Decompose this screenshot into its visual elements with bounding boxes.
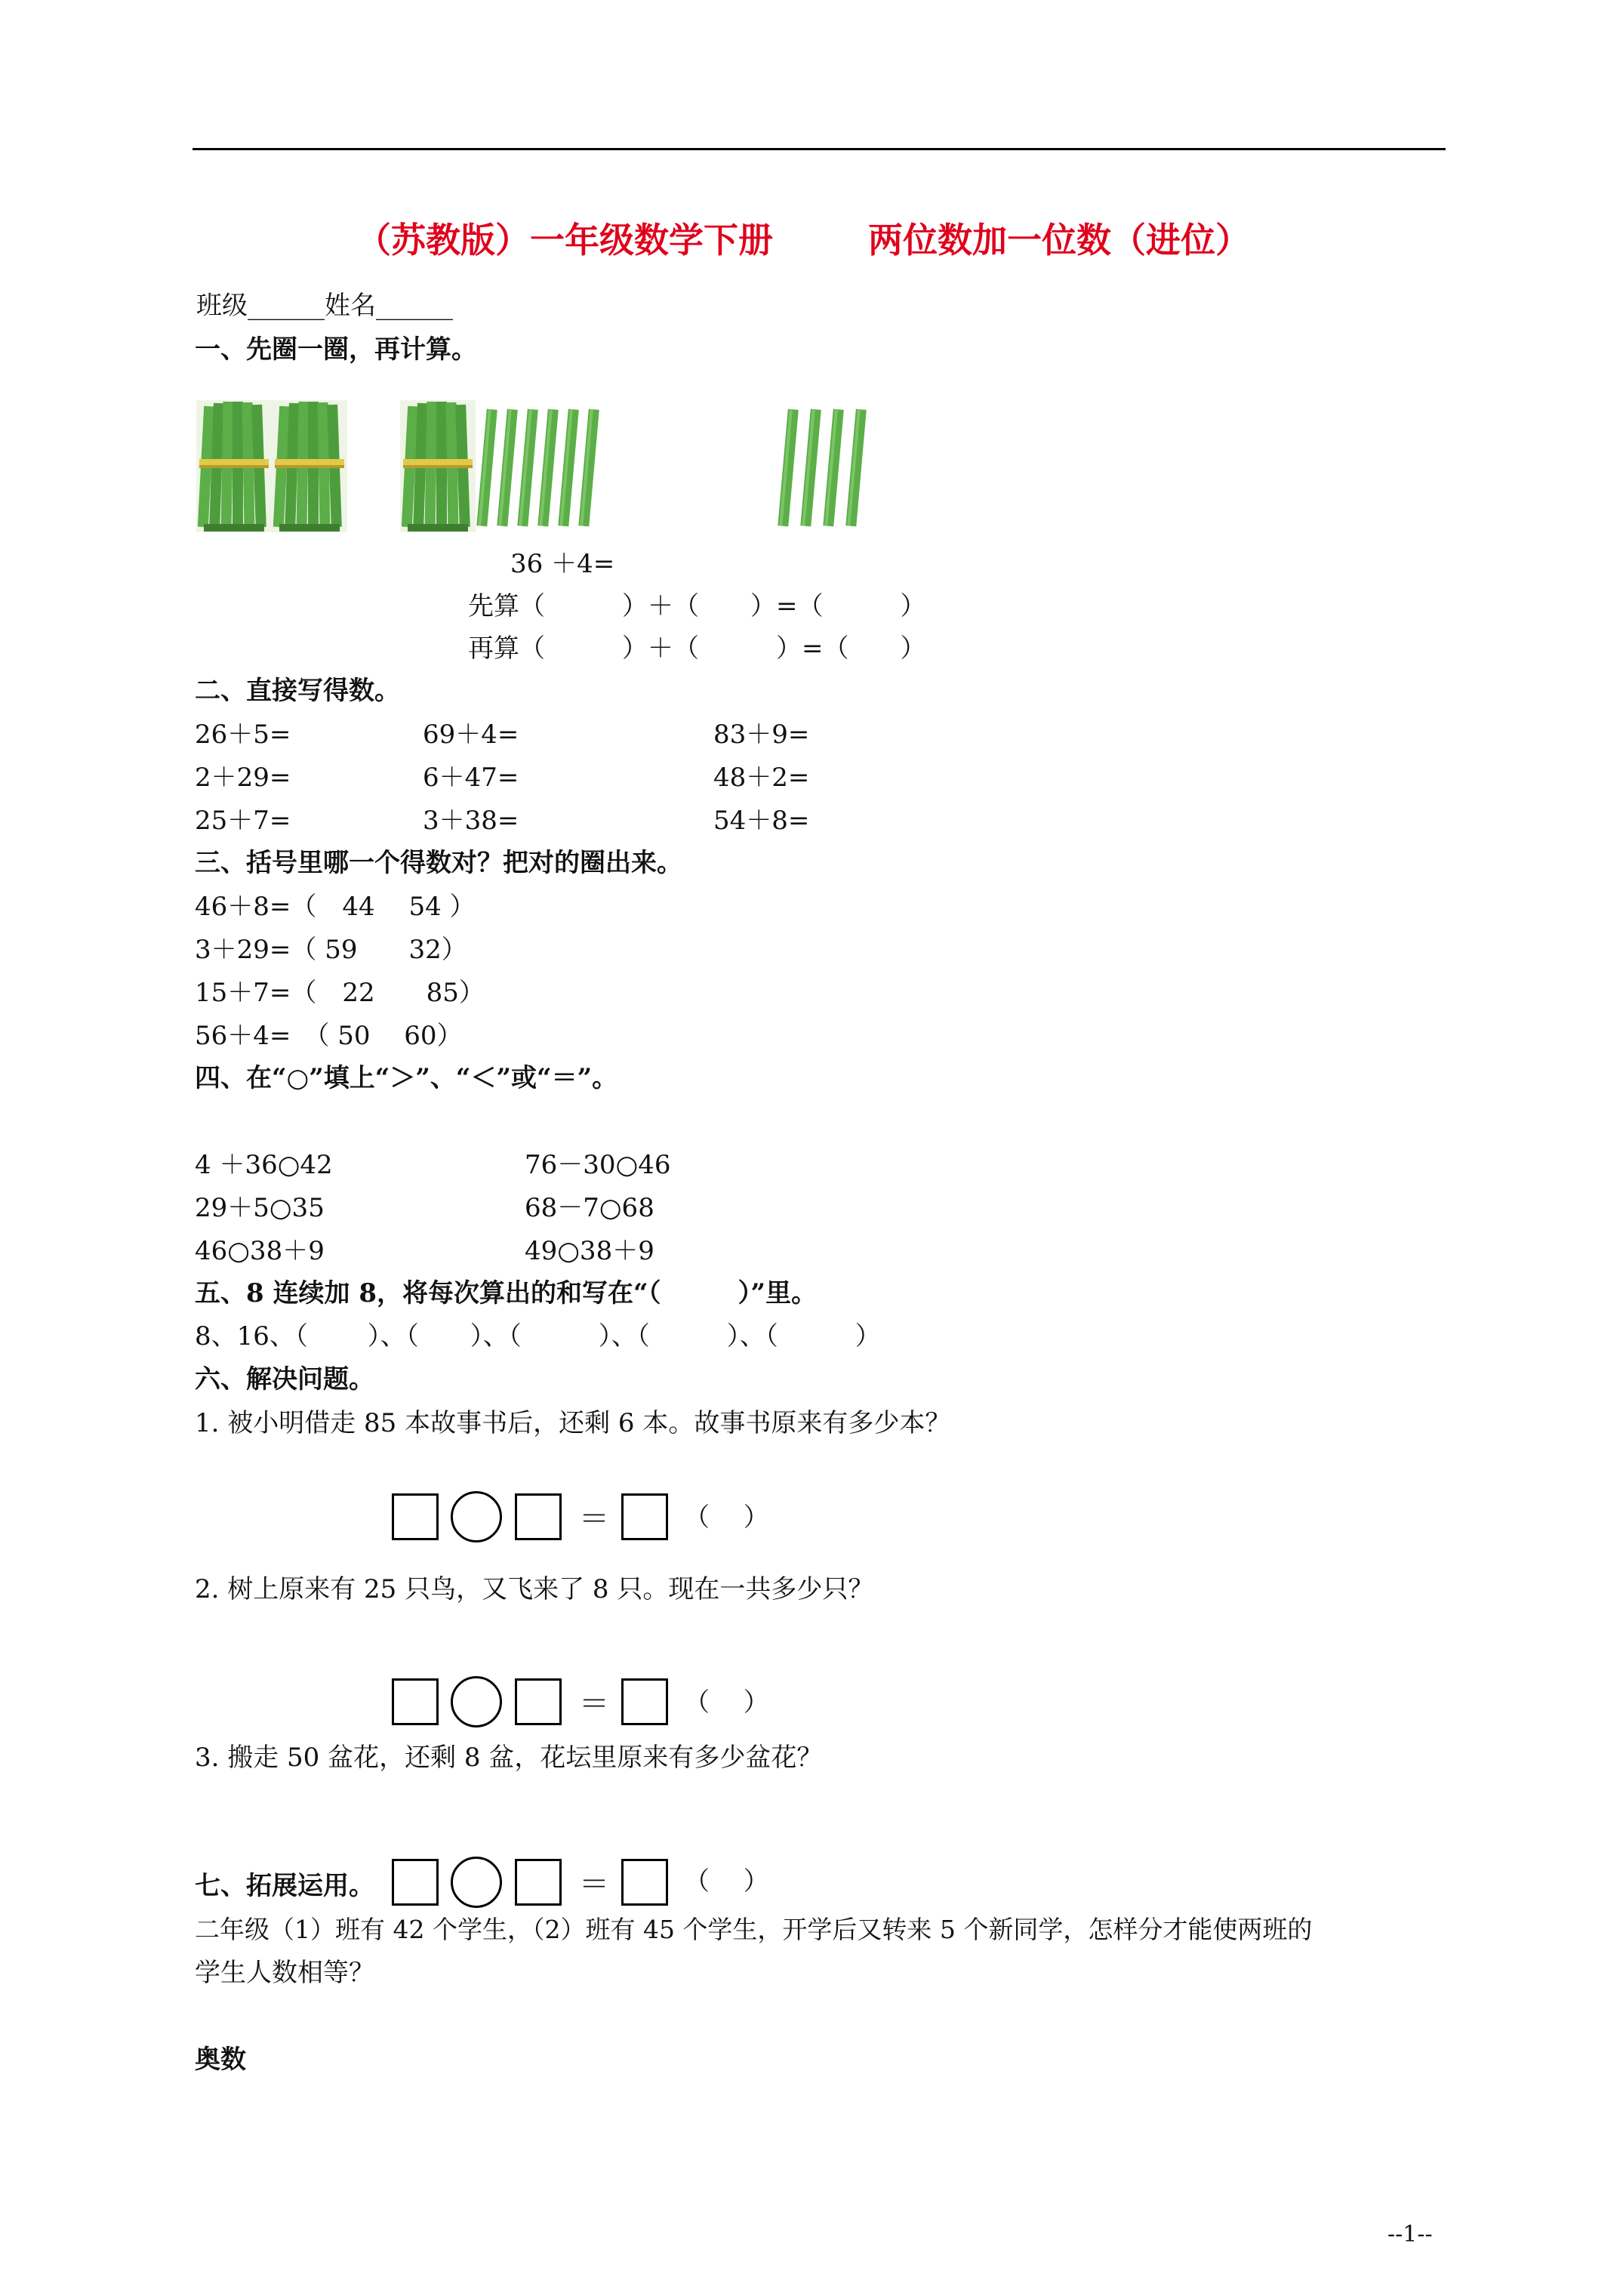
answer-box[interactable] [392,1493,439,1540]
s3-item: 46＋8=（ 44 54 ） [195,892,476,922]
s3-item: 15＋7=（ 22 85） [195,978,485,1008]
stick-bundle [400,400,476,532]
single-stick [558,409,578,527]
stick-bundle [272,400,347,532]
s2-item: 26＋5= [195,720,291,750]
unit-paren: （ ） [684,1866,769,1897]
s4-item: 49○38＋9 [525,1236,654,1266]
s4-item: 68－7○68 [525,1193,654,1223]
answer-box[interactable] [515,1493,562,1540]
unit-paren: （ ） [684,1502,769,1533]
s2-item: 25＋7= [195,806,291,836]
single-stick [537,409,558,527]
s2-item: 83＋9= [713,720,810,750]
section4-heading: 四、在“○”填上“＞”、“＜”或“＝”。 [195,1063,618,1093]
s2-item: 48＋2= [713,763,810,793]
answer-box[interactable] [392,1859,439,1906]
section7-heading: 七、拓展运用。 [195,1871,374,1901]
problem-3: 3. 搬走 50 盆花，还剩 8 盆，花坛里原来有多少盆花？ [195,1743,823,1773]
section2-heading: 二、直接写得数。 [195,676,400,706]
s1-step2: 再算（ ）＋（ ）=（ ） [468,633,926,664]
unit-paren: （ ） [684,1687,769,1718]
s1-equation: 36 ＋4= [510,549,615,579]
s2-item: 6＋47= [423,763,519,793]
top-rule [192,148,1446,150]
s4-item: 76－30○46 [525,1150,671,1180]
title-part1: （苏教版）一年级数学下册 [356,220,773,260]
s3-item: 56＋4= （ 50 60） [195,1021,463,1051]
answer-box[interactable] [621,1493,668,1540]
single-stick [800,409,821,527]
s7-line1: 二年级（1）班有 42 个学生，（2）班有 45 个学生，开学后又转来 5 个新同学，怎样分才能使两班的 [195,1915,1313,1944]
operator-circle[interactable] [451,1676,502,1727]
stick-bundle [196,400,272,532]
single-stick [845,409,866,527]
s4-item: 4 ＋36○42 [195,1150,333,1180]
title-part2: 两位数加一位数（进位） [868,220,1250,260]
s4-item: 46○38＋9 [195,1236,325,1266]
problem-2: 2. 树上原来有 25 只鸟，又飞来了 8 只。现在一共多少只？ [195,1574,874,1604]
s2-item: 2＋29= [195,763,291,793]
operator-circle[interactable] [451,1491,502,1542]
section1-heading: 一、先圈一圈，再计算。 [195,334,477,365]
s3-item: 3＋29=（ 59 32） [195,935,467,965]
section5-heading: 五、8 连续加 8，将每次算出的和写在“（ ）”里。 [195,1278,818,1308]
olympiad-heading: 奥数 [195,2045,246,2075]
single-stick [476,409,497,527]
operator-circle[interactable] [451,1857,502,1908]
single-stick [517,409,537,527]
single-stick [497,409,517,527]
s7-line2: 学生人数相等？ [195,1958,374,1988]
single-stick [778,409,798,527]
s2-item: 69＋4= [423,720,519,750]
single-stick [823,409,843,527]
counting-sticks-illustration [192,400,917,540]
section6-heading: 六、解决问题。 [195,1364,374,1395]
section3-heading: 三、括号里哪一个得数对？把对的圈出来。 [195,848,682,878]
s2-item: 54＋8= [713,806,810,836]
s1-step1: 先算（ ）＋（ ）=（ ） [468,591,926,621]
s5-sequence: 8、16、（ ）、（ ）、（ ）、（ ）、（ ） [195,1321,881,1351]
single-stick [578,409,599,527]
s4-item: 29＋5○35 [195,1193,325,1223]
answer-box[interactable] [621,1678,668,1725]
equals-sign: ＝ [579,1687,609,1721]
answer-box[interactable] [515,1859,562,1906]
answer-box[interactable] [621,1859,668,1906]
problem-1: 1. 被小明借走 85 本故事书后，还剩 6 本。故事书原来有多少本？ [195,1408,951,1438]
equals-sign: ＝ [579,1867,609,1902]
answer-box[interactable] [515,1678,562,1725]
class-name-fields: 班级______姓名______ [196,291,453,321]
answer-box[interactable] [392,1678,439,1725]
equals-sign: ＝ [579,1502,609,1536]
s2-item: 3＋38= [423,806,519,836]
page-number: --1-- [1387,2221,1433,2248]
